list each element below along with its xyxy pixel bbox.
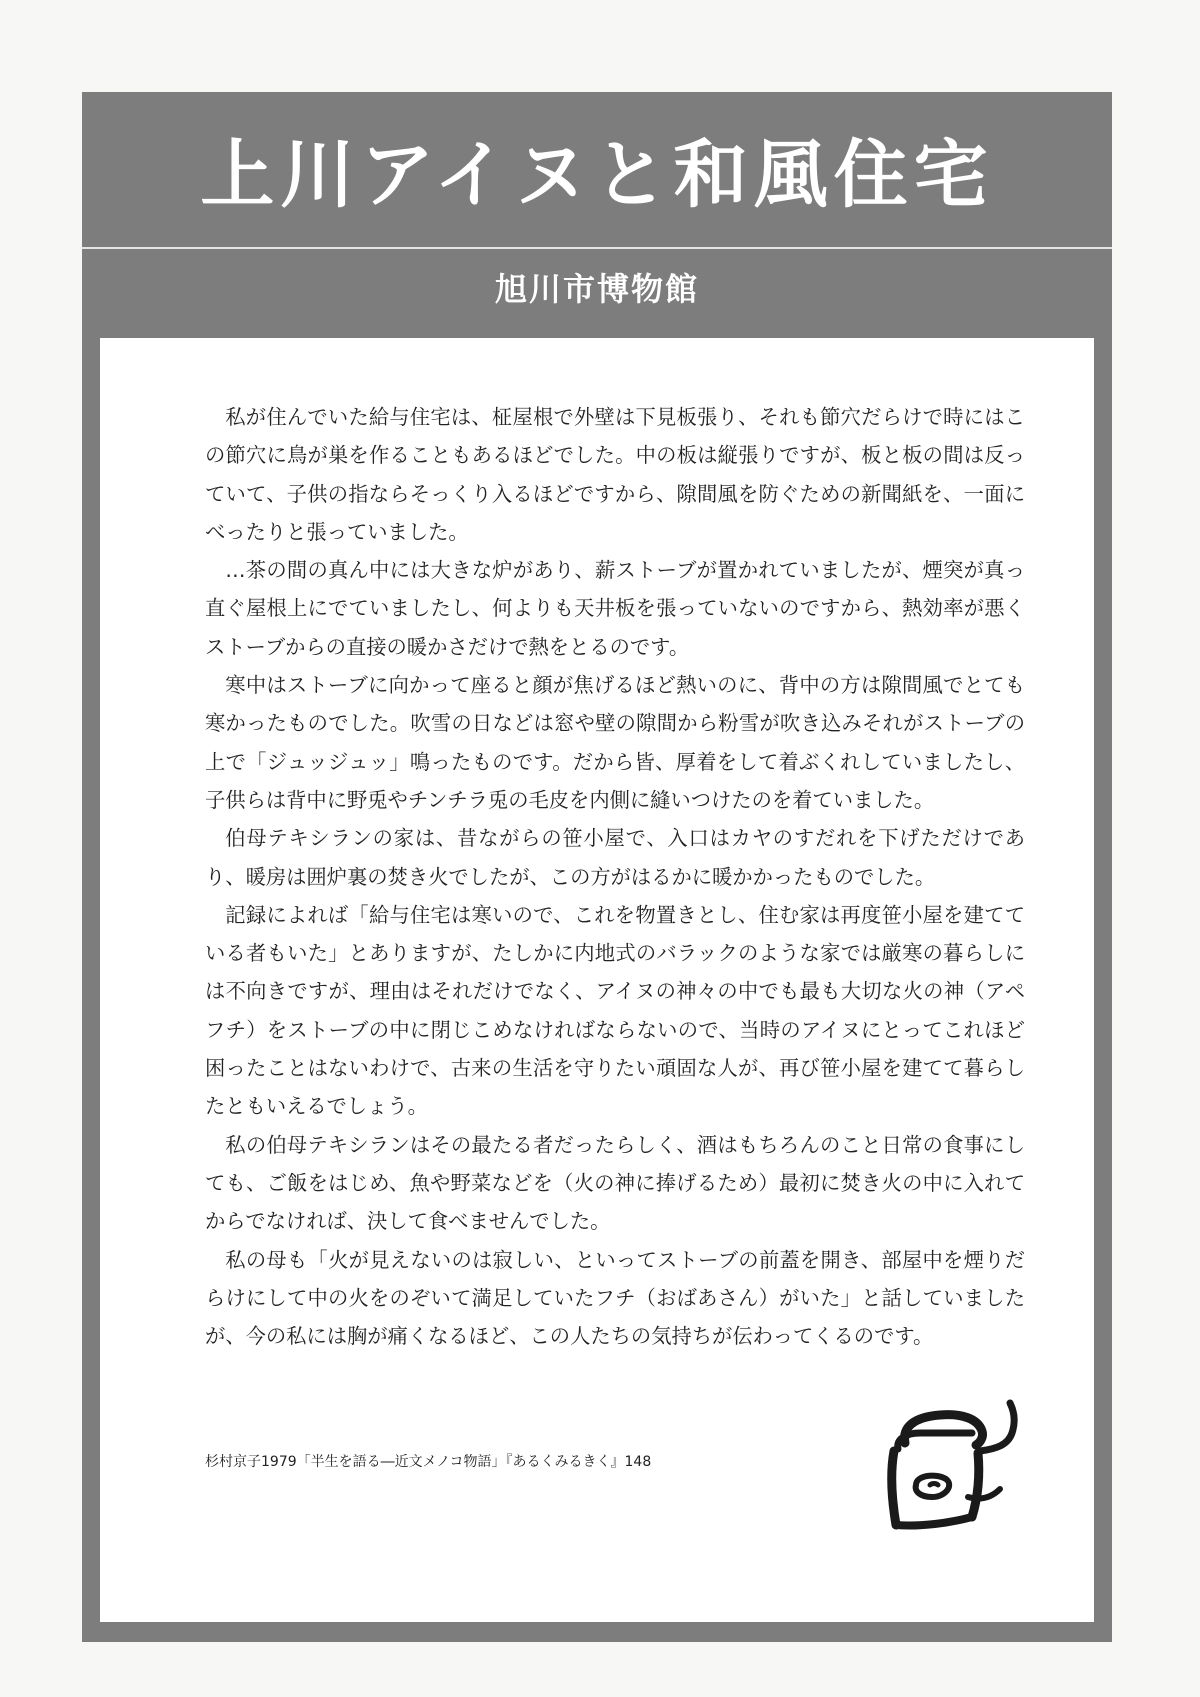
- ink-sketch-face-icon: [850, 1393, 1030, 1543]
- paragraph: 伯母テキシランの家は、昔ながらの笹小屋で、入口はカヤのすだれを下げただけであり、暖房は囲炉裏の焚き火でしたが、この方がはるかに暖かかったものでした。: [205, 826, 1025, 889]
- source-citation: 杉村京子1979「半生を語る―近文メノコ物語」『あるくみるきく』148: [205, 1454, 652, 1470]
- article-frame: [82, 92, 1112, 1642]
- paragraph: 私の伯母テキシランはその最たる者だったらしく、酒はもちろんのこと日常の食事にしても、ご飯をはじめ、魚や野菜などを（火の神に捧げるため）最初に焚き火の中に入れてからでなければ、決して食べませんでした。: [205, 1132, 1025, 1234]
- paragraph: 記録によれば「給与住宅は寒いので、これを物置きとし、住む家は再度笹小屋を建てている者もいた」とありますが、たしかに内地式のバラックのような家では厳寒の暮らしには不向きですが、理由はそれだけでなく、アイヌの神々の中でも最も大切な火の神（アペフチ）をストーブの中に閉じこめなければならないので、当時のアイヌにとってこれほど困ったことはないわけで、古来の生活を守りたい頑固な人が、再び笹小屋を建てて暮らしたともいえるでしょう。: [205, 902, 1025, 1119]
- subtitle-band: [82, 249, 1112, 329]
- title-band: [82, 92, 1112, 247]
- paragraph: 寒中はストーブに向かって座ると顔が焦げるほど熱いのに、背中の方は隙間風でとても寒かったものでした。吹雪の日などは窓や壁の隙間から粉雪が吹き込みそれがストーブの上で「ジュッジュッ」鳴ったものです。だから皆、厚着をして着ぶくれしていましたし、子供らは背中に野兎やチンチラ兎の毛皮を内側に縫いつけたのを着ていました。: [205, 673, 1025, 812]
- paragraph: 私の母も「火が見えないのは寂しい、といってストーブの前蓋を開き、部屋中を煙りだらけにして中の火をのぞいて満足していたフチ（おばあさん）がいた」と話していましたが、今の私には胸が痛くなるほど、この人たちの気持ちが伝わってくるのです。: [205, 1247, 1025, 1349]
- page-title: 上川アイヌと和風住宅: [200, 131, 994, 218]
- article-body: [205, 398, 1025, 1355]
- page-subtitle: 旭川市博物館: [494, 270, 699, 308]
- paragraph: 私が住んでいた給与住宅は、柾屋根で外壁は下見板張り、それも節穴だらけで時にはこの節穴に鳥が巣を作ることもあるほどでした。中の板は縦張りですが、板と板の間は反っていて、子供の指ならそっくり入るほどですから、隙間風を防ぐための新聞紙を、一面にべったりと張っていました。: [205, 405, 1025, 544]
- paragraph: …茶の間の真ん中には大きな炉があり、薪ストーブが置かれていましたが、煙突が真っ直ぐ屋根上にでていましたし、何よりも天井板を張っていないのですから、熱効率が悪くストーブからの直接の暖かさだけで熱をとるのです。: [205, 558, 1025, 659]
- content-panel: [100, 338, 1094, 1622]
